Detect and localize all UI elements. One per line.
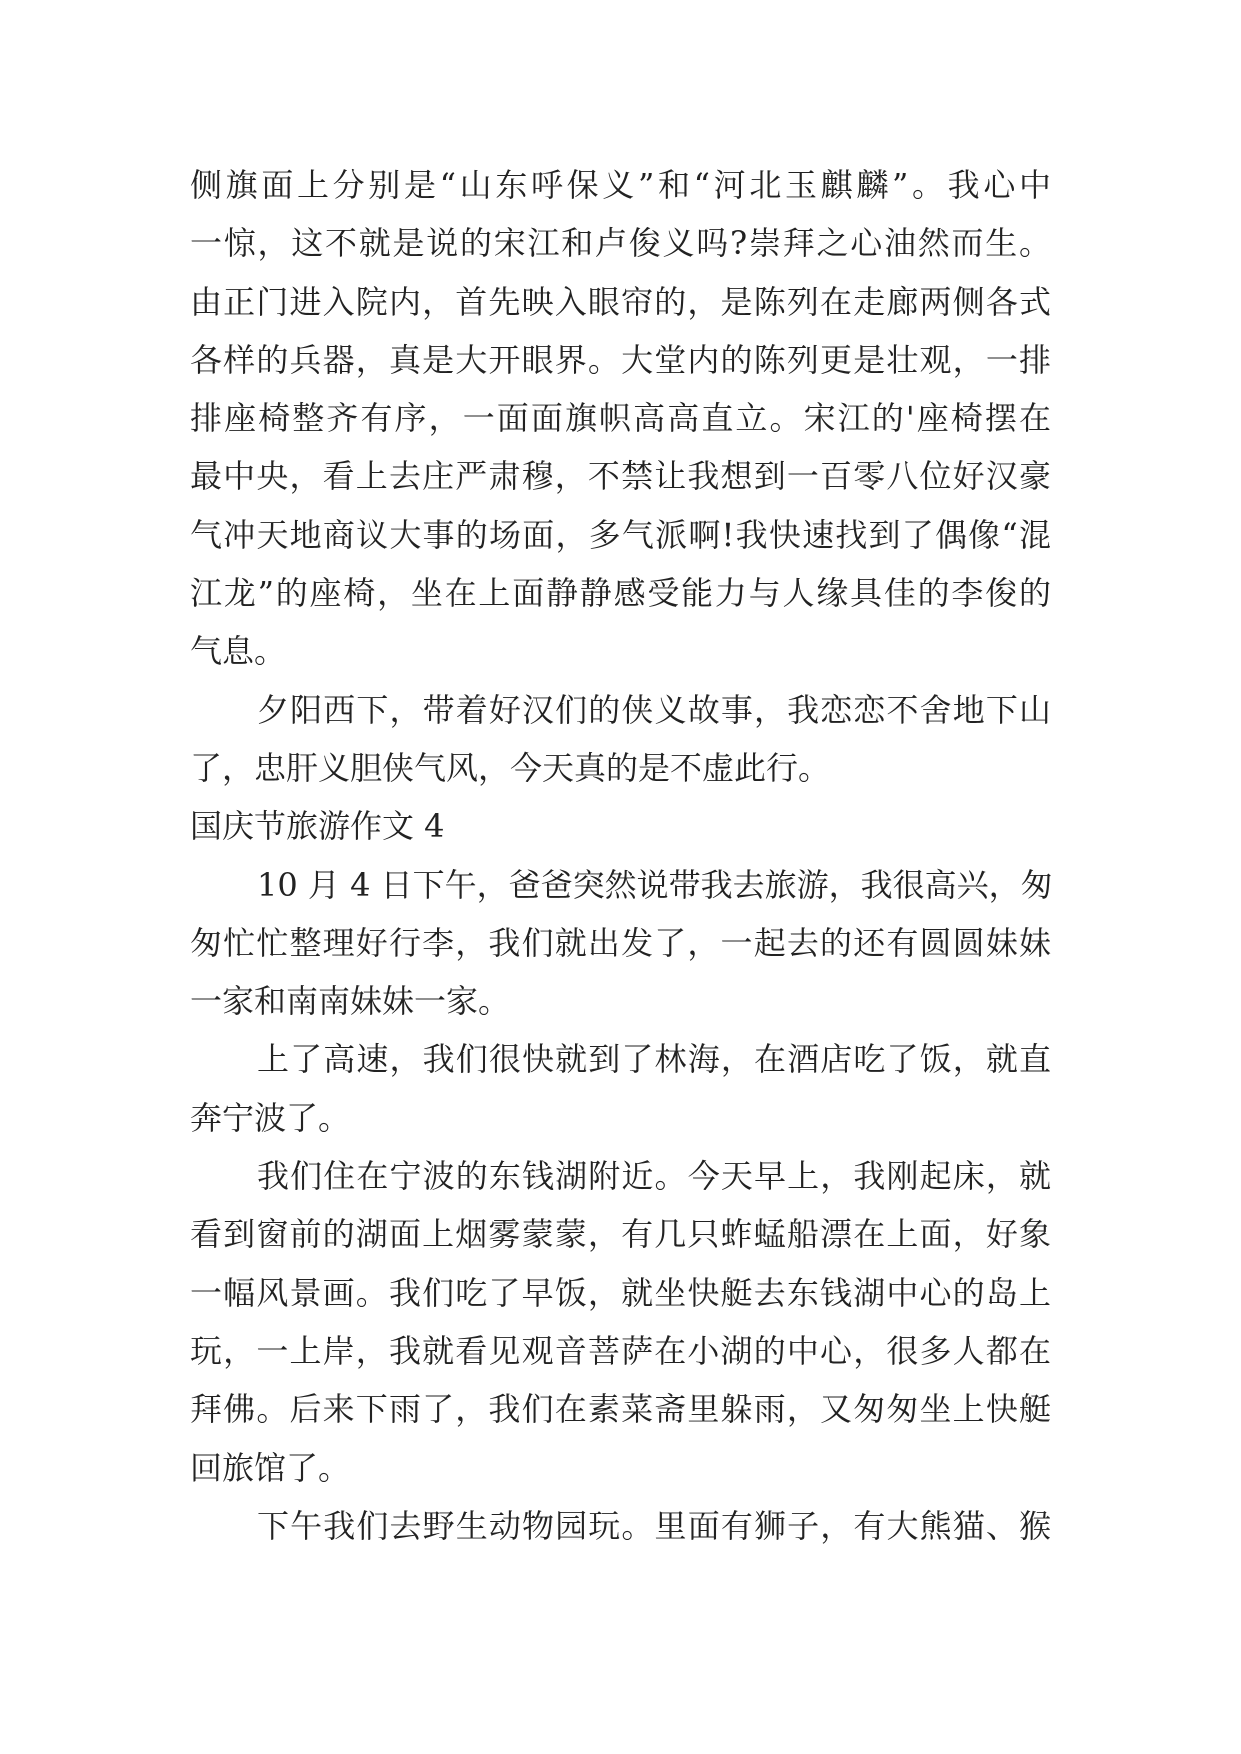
- paragraph: [190, 1030, 1051, 1147]
- text-line: 排座椅整齐有序，一面面旗帜高高直立。宋江的'座椅摆在: [190, 399, 1051, 438]
- text-line: 拜佛。后来下雨了，我们在素菜斋里躲雨，又匆匆坐上快艇: [190, 1390, 1051, 1429]
- text-line: 匆忙忙整理好行李，我们就出发了，一起去的还有圆圆妹妹: [190, 923, 1051, 962]
- paragraph: [190, 856, 1051, 1031]
- text-line: 各样的兵器，真是大开眼界。大堂内的陈列更是壮观，一排: [190, 340, 1051, 379]
- text-line: 10 月 4 日下午，爸爸突然说带我去旅游，我很高兴，匆: [257, 865, 1053, 904]
- text-line: 玩，一上岸，我就看见观音菩萨在小湖的中心，很多人都在: [190, 1331, 1051, 1370]
- text-line: 上了高速，我们很快就到了林海，在酒店吃了饭，就直: [257, 1040, 1051, 1079]
- text-line: 奔宁波了。: [190, 1098, 351, 1137]
- document-body: [190, 156, 1051, 1555]
- paragraph: [190, 156, 1051, 681]
- text-line: 我们住在宁波的东钱湖附近。今天早上，我刚起床，就: [257, 1157, 1051, 1196]
- text-line: 一家和南南妹妹一家。: [190, 982, 511, 1021]
- text-line: 气息。: [190, 632, 287, 671]
- text-line: 回旅馆了。: [190, 1448, 351, 1487]
- text-line: 了，忠肝义胆侠气风，今天真的是不虚此行。: [190, 748, 831, 787]
- text-line: 下午我们去野生动物园玩。里面有狮子，有大熊猫、猴: [257, 1506, 1051, 1545]
- text-line: 看到窗前的湖面上烟雾蒙蒙，有几只蚱蜢船漂在上面，好象: [190, 1215, 1051, 1254]
- text-line: 夕阳西下，带着好汉们的侠义故事，我恋恋不舍地下山: [257, 690, 1051, 729]
- text-line: 最中央，看上去庄严肃穆，不禁让我想到一百零八位好汉豪: [190, 457, 1051, 496]
- text-line: 侧旗面上分别是“山东呼保义”和“河北玉麒麟”。我心中: [190, 166, 1051, 204]
- essay-title: 国庆节旅游作文 4: [190, 807, 445, 846]
- text-line: 由正门进入院内，首先映入眼帘的，是陈列在走廊两侧各式: [190, 282, 1051, 321]
- text-line: 一幅风景画。我们吃了早饭，就坐快艇去东钱湖中心的岛上: [190, 1273, 1051, 1312]
- text-line: 气冲天地商议大事的场面，多气派啊!我快速找到了偶像“混: [190, 515, 1051, 554]
- paragraph: [190, 1147, 1051, 1497]
- paragraph: [190, 1497, 1051, 1555]
- paragraph: [190, 681, 1051, 798]
- text-line: 江龙”的座椅，坐在上面静静感受能力与人缘具佳的李俊的: [190, 574, 1051, 613]
- text-line: 一惊，这不就是说的宋江和卢俊义吗?崇拜之心油然而生。: [190, 224, 1051, 263]
